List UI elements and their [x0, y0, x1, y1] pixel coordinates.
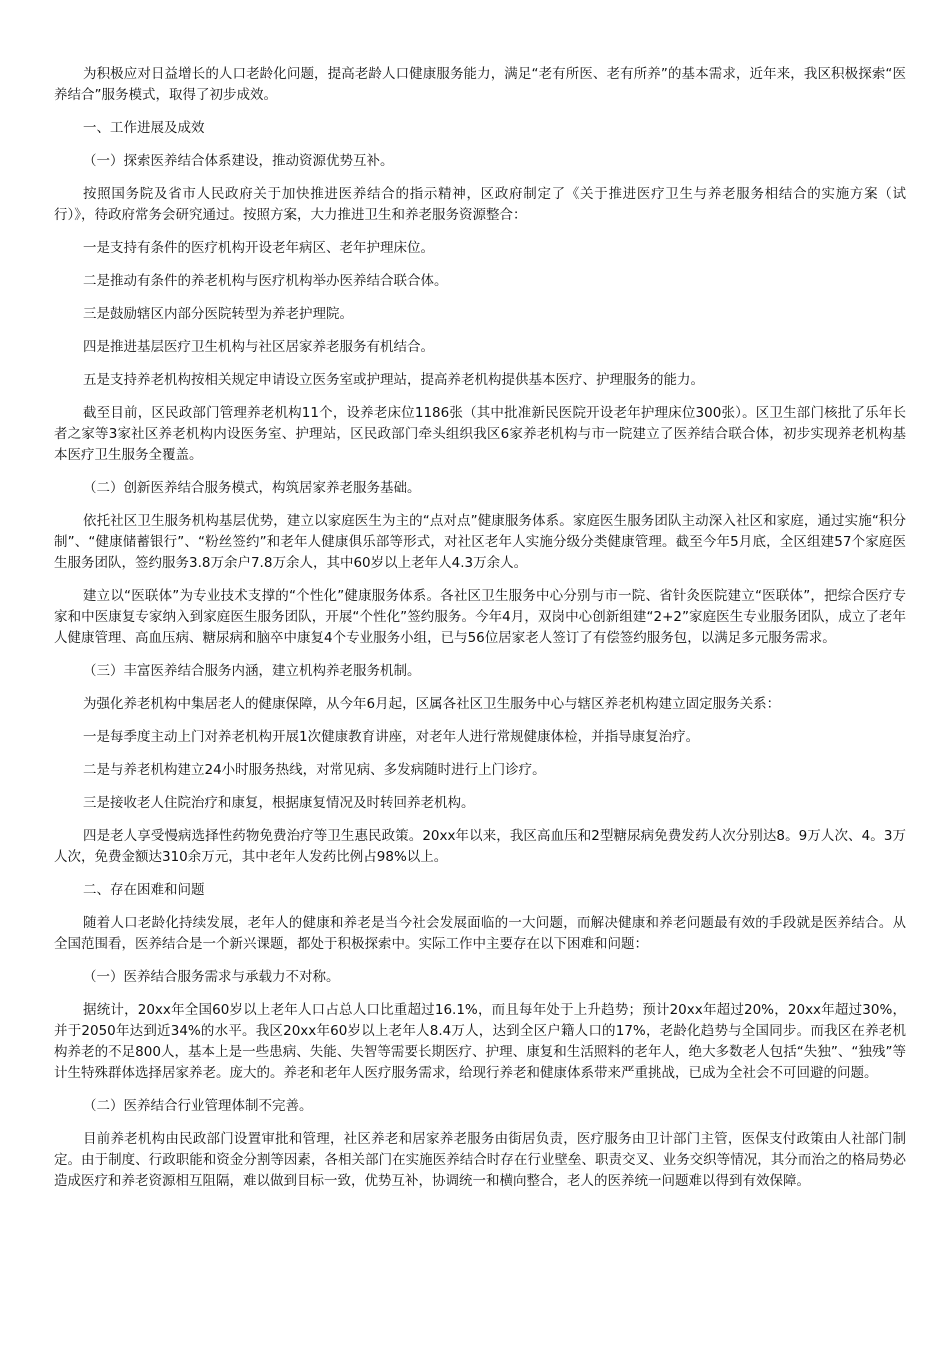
list-item: 一是每季度主动上门对养老机构开展1次健康教育讲座，对老年人进行常规健康体检，并指导康复治疗。: [83, 729, 700, 745]
list-item: 五是支持养老机构按相关规定申请设立医务室或护理站，提高养老机构提供基本医疗、护理服务的能力。: [83, 372, 704, 388]
section-heading-2: 二、存在困难和问题: [83, 882, 205, 898]
list-item: 四是推进基层医疗卫生机构与社区居家养老服务有机结合。: [83, 339, 434, 355]
body-paragraph: 随着人口老龄化持续发展，老年人的健康和养老是当今社会发展面临的一大问题，而解决健康和养老问题最有效的手段就是医养结合。从全国范围看，医养结合是一个新兴课题，都处于积极探索中。实际工作中主要存在以下困难和问题：: [54, 915, 906, 952]
body-paragraph: 依托社区卫生服务机构基层优势，建立以家庭医生为主的“点对点”健康服务体系。家庭医生服务团队主动深入社区和家庭，通过实施“积分制”、“健康储蓄银行”、“粉丝签约”和老年人健康俱乐部等形式，对社区老年人实施分级分类健康管理。截至今年5月底，全区组建57个家庭医生服务团队，签约服务3.8万余户7.8万余人，其中60岁以上老年人4.3万余人。: [54, 513, 906, 571]
body-paragraph: 为强化养老机构中集居老人的健康保障，从今年6月起，区属各社区卫生服务中心与辖区养老机构建立固定服务关系：: [83, 696, 781, 712]
body-paragraph: 目前养老机构由民政部门设置审批和管理，社区养老和居家养老服务由街居负责，医疗服务由卫计部门主管，医保支付政策由人社部门制定。由于制度、行政职能和资金分割等因素，各相关部门在实施医养结合时存在行业壁垒、职责交叉、业务交织等情况，其分而治之的格局势必造成医疗和养老资源相互阻隔，难以做到目标一致，优势互补，协调统一和横向整合，老人的医养统一问题难以得到有效保障。: [54, 1131, 906, 1189]
section-heading-1: 一、工作进展及成效: [83, 120, 205, 136]
list-item: 二是推动有条件的养老机构与医疗机构举办医养结合联合体。: [83, 273, 448, 289]
list-item: 一是支持有条件的医疗机构开设老年病区、老年护理床位。: [83, 240, 434, 256]
subsection-heading-2-2: （二）医养结合行业管理体制不完善。: [83, 1098, 313, 1114]
body-paragraph: 截至目前，区民政部门管理养老机构11个，设养老床位1186张（其中批准新民医院开设老年护理床位300张）。区卫生部门核批了乐年长者之家等3家社区养老机构内设医务室、护理站，区民政部门牵头组织我区6家养老机构与市一院建立了医养结合联合体，初步实现养老机构基本医疗卫生服务全覆盖。: [54, 405, 906, 463]
list-item: 二是与养老机构建立24小时服务热线，对常见病、多发病随时进行上门诊疗。: [83, 762, 546, 778]
body-paragraph: 按照国务院及省市人民政府关于加快推进医养结合的指示精神，区政府制定了《关于推进医疗卫生与养老服务相结合的实施方案（试行）》，待政府常务会研究通过。按照方案，大力推进卫生和养老服务资源整合：: [54, 186, 906, 223]
subsection-heading-1-1: （一）探索医养结合体系建设，推动资源优势互补。: [83, 153, 394, 169]
list-item: 四是老人享受慢病选择性药物免费治疗等卫生惠民政策。20xx年以来，我区高血压和2型糖尿病免费发药人次分别达8。9万人次、4。3万人次，免费金额达310余万元，其中老年人发药比例占98%以上。: [54, 828, 906, 865]
body-paragraph: 建立以“医联体”为专业技术支撑的“个性化”健康服务体系。各社区卫生服务中心分别与市一院、省针灸医院建立“医联体”，把综合医疗专家和中医康复专家纳入到家庭医生服务团队，开展“个性化”签约服务。今年4月，双岗中心创新组建“2+2”家庭医生专业服务团队，成立了老年人健康管理、高血压病、糖尿病和脑卒中康复4个专业服务小组，已与56位居家老人签订了有偿签约服务包，以满足多元服务需求。: [54, 588, 906, 646]
list-item: 三是接收老人住院治疗和康复，根据康复情况及时转回养老机构。: [83, 795, 475, 811]
body-paragraph: 据统计，20xx年全国60岁以上老年人口占总人口比重超过16.1%，而且每年处于上升趋势；预计20xx年超过20%，20xx年超过30%，并于2050年达到近34%的水平。我区20xx年60岁以上老年人8.4万人，达到全区户籍人口的17%，老龄化趋势与全国同步。而我区在养老机构养老的不足800人，基本上是一些患病、失能、失智等需要长期医疗、护理、康复和生活照料的老年人，绝大多数老人包括“失独”、“独残”等计生特殊群体选择居家养老。庞大的。养老和老年人医疗服务需求，给现行养老和健康体系带来严重挑战，已成为全社会不可回避的问题。: [54, 1002, 906, 1081]
subsection-heading-2-1: （一）医养结合服务需求与承载力不对称。: [83, 969, 340, 985]
subsection-heading-1-3: （三）丰富医养结合服务内涵，建立机构养老服务机制。: [83, 663, 421, 679]
subsection-heading-1-2: （二）创新医养结合服务模式，构筑居家养老服务基础。: [83, 480, 421, 496]
list-item: 三是鼓励辖区内部分医院转型为养老护理院。: [83, 306, 353, 322]
intro-paragraph: 为积极应对日益增长的人口老龄化问题，提高老龄人口健康服务能力，满足“老有所医、老有所养”的基本需求，近年来，我区积极探索“医养结合”服务模式，取得了初步成效。: [54, 66, 906, 103]
